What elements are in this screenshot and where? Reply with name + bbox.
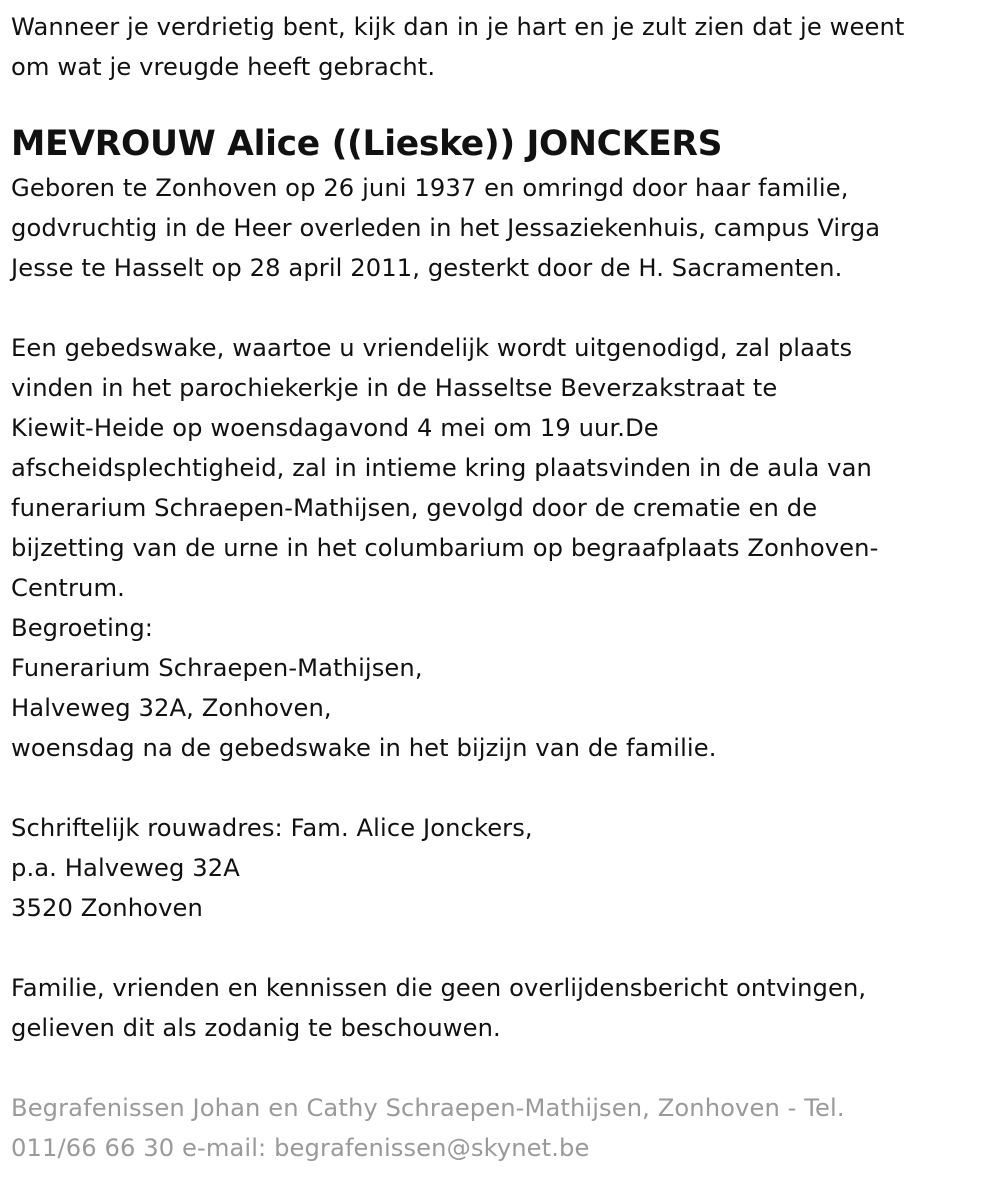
address-line: p.a. Halveweg 32A [11,854,240,882]
notice-line: Familie, vrienden en kennissen die geen overlijdensbericht ontvingen, [11,974,867,1002]
ceremony-line: Funerarium Schraepen-Mathijsen, [11,654,423,682]
intro-paragraph [11,168,991,288]
funeral-home-footer [11,1088,991,1168]
notice-paragraph [11,968,991,1048]
quote-line: om wat je vreugde heeft gebracht. [11,53,436,81]
footer-line: 011/66 66 30 e-mail: begrafenissen@skynet.be [11,1134,590,1162]
deceased-name-heading: MEVROUW Alice ((Lieske)) JONCKERS [11,124,723,164]
address-line: 3520 Zonhoven [11,894,203,922]
ceremony-line: Begroeting: [11,614,154,642]
quote-line: Wanneer je verdrietig bent, kijk dan in je hart en je zult zien dat je weent [11,13,905,41]
spacer [11,768,991,808]
mourning-address [11,808,991,928]
ceremony-line: funerarium Schraepen-Mathijsen, gevolgd door de crematie en de [11,494,818,522]
notice-line: gelieven dit als zodanig te beschouwen. [11,1014,501,1042]
obituary-document [11,7,991,1168]
ceremony-line: Centrum. [11,574,125,602]
intro-line: Jesse te Hasselt op 28 april 2011, gesterkt door de H. Sacramenten. [11,254,843,282]
ceremony-line: bijzetting van de urne in het columbarium op begraafplaats Zonhoven- [11,534,879,562]
ceremony-line: Halveweg 32A, Zonhoven, [11,694,332,722]
ceremony-line: Kiewit-Heide op woensdagavond 4 mei om 19 uur.De [11,414,659,442]
ceremony-paragraph [11,328,991,768]
ceremony-line: woensdag na de gebedswake in het bijzijn van de familie. [11,734,717,762]
address-line: Schriftelijk rouwadres: Fam. Alice Jonckers, [11,814,533,842]
intro-line: Geboren te Zonhoven op 26 juni 1937 en omringd door haar familie, [11,174,849,202]
ceremony-line: Een gebedswake, waartoe u vriendelijk wordt uitgenodigd, zal plaats [11,334,853,362]
spacer [11,288,991,328]
intro-line: godvruchtig in de Heer overleden in het Jessaziekenhuis, campus Virga [11,214,881,242]
ceremony-line: afscheidsplechtigheid, zal in intieme kring plaatsvinden in de aula van [11,454,872,482]
opening-quote [11,7,991,87]
ceremony-line: vinden in het parochiekerkje in de Hasseltse Beverzakstraat te [11,374,778,402]
footer-line: Begrafenissen Johan en Cathy Schraepen-Mathijsen, Zonhoven - Tel. [11,1094,845,1122]
spacer [11,928,991,968]
